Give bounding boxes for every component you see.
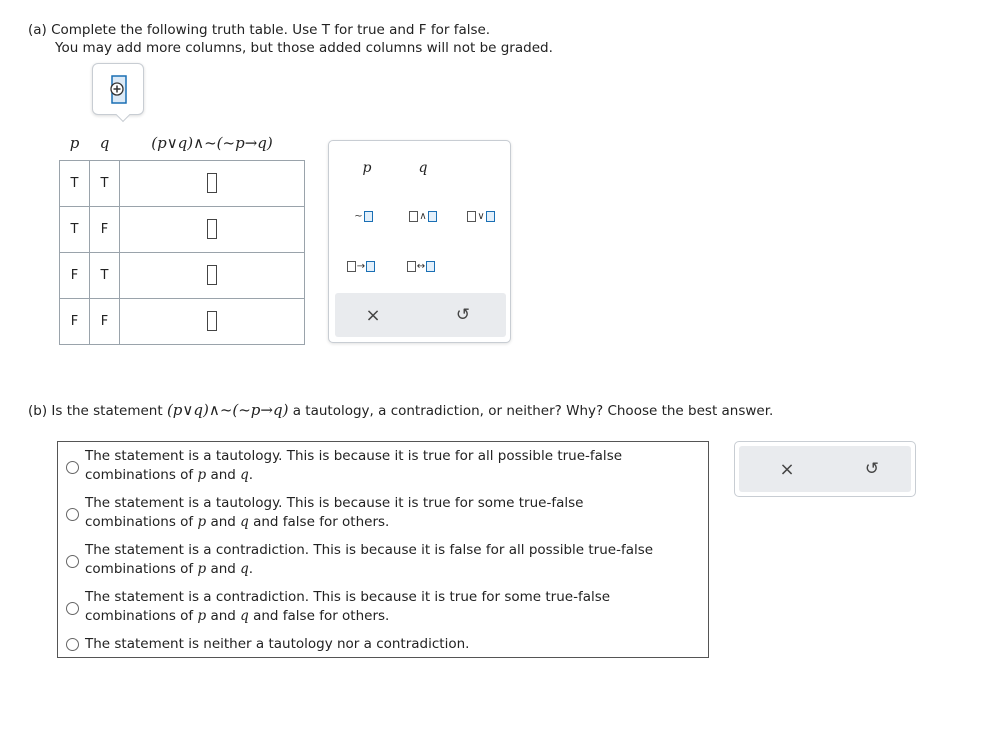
choice-fragment: combinations of xyxy=(85,467,194,483)
choice-text xyxy=(85,588,610,626)
header-q: q xyxy=(99,134,110,153)
implies-symbol: → xyxy=(356,260,366,272)
choice-fragment: combinations of xyxy=(85,561,194,577)
table-row xyxy=(60,298,305,344)
palette-footer xyxy=(335,293,506,337)
answer-cell[interactable] xyxy=(120,252,305,298)
choice-text xyxy=(85,635,469,654)
placeholder-box-icon xyxy=(366,261,375,272)
symbol-palette xyxy=(328,140,511,343)
choice-line xyxy=(85,466,622,485)
answer-cell[interactable] xyxy=(120,160,305,206)
close-icon: × xyxy=(779,458,795,480)
cell-p: F xyxy=(60,298,90,344)
or-symbol: ∨ xyxy=(477,210,485,222)
choice-fragment: . xyxy=(248,467,254,483)
cell-p: T xyxy=(60,206,90,252)
placeholder-box-icon xyxy=(467,211,476,222)
choice-fragment: and false for others. xyxy=(253,608,390,624)
choice-line xyxy=(85,607,610,626)
undo-icon: ↺ xyxy=(455,305,471,325)
cell-p: F xyxy=(60,252,90,298)
choice-line: The statement is a tautology. This is because it is true for all possible true-false xyxy=(85,448,623,464)
choice-line xyxy=(85,513,583,532)
answer-choices xyxy=(57,441,709,658)
part-b-question xyxy=(28,401,773,419)
var-q: q xyxy=(240,608,249,624)
placeholder-box-icon xyxy=(428,211,437,222)
placeholder-box-icon xyxy=(407,261,416,272)
and-button[interactable] xyxy=(401,205,445,227)
part-b-expression: (p∨q)∧~(~p→q) xyxy=(166,401,289,419)
header-p: p xyxy=(69,134,80,153)
radio-button[interactable] xyxy=(66,508,79,521)
toolbox-footer xyxy=(739,446,911,492)
var-q: q xyxy=(240,467,249,483)
var-q: q xyxy=(240,561,249,577)
answer-input[interactable] xyxy=(207,311,217,331)
choice-line: The statement is a contradiction. This is because it is false for all possible true-false xyxy=(85,542,654,558)
answer-input[interactable] xyxy=(207,219,217,239)
undo-icon: ↺ xyxy=(864,459,880,479)
clear-button[interactable] xyxy=(775,457,799,481)
var-p: p xyxy=(197,561,207,577)
add-column-button[interactable] xyxy=(92,63,144,115)
reset-button[interactable] xyxy=(451,303,475,327)
clear-button[interactable] xyxy=(361,303,385,327)
answer-cell[interactable] xyxy=(120,206,305,252)
var-p: p xyxy=(197,514,207,530)
add-column-icon xyxy=(93,64,145,116)
cell-q: T xyxy=(90,252,120,298)
choice-line: The statement is a contradiction. This is because it is true for some true-false xyxy=(85,589,611,605)
answer-input[interactable] xyxy=(207,173,217,193)
answer-cell[interactable] xyxy=(120,298,305,344)
implies-button[interactable] xyxy=(339,255,383,277)
cell-q: F xyxy=(90,206,120,252)
part-b-suffix: a tautology, a contradiction, or neither? Why? Choose the best answer. xyxy=(292,403,774,419)
table-row xyxy=(60,206,305,252)
choice-fragment: and false for others. xyxy=(253,514,390,530)
reset-button[interactable] xyxy=(860,457,884,481)
choice-fragment: and xyxy=(210,467,236,483)
choice-text xyxy=(85,447,622,485)
table-row xyxy=(60,252,305,298)
var-p: p xyxy=(197,467,207,483)
placeholder-box-icon xyxy=(409,211,418,222)
placeholder-box-icon xyxy=(364,211,373,222)
choice-line: The statement is a tautology. This is because it is true for some true-false xyxy=(85,495,584,511)
placeholder-box-icon xyxy=(426,261,435,272)
header-expression: (p∨q)∧~(~p→q) xyxy=(151,134,273,153)
choice-line xyxy=(85,560,653,579)
choice-line: The statement is neither a tautology nor a contradiction. xyxy=(85,636,470,652)
part-a-instruction: (a) Complete the following truth table. Use T for true and F for false. xyxy=(28,22,491,38)
truth-table xyxy=(59,127,305,345)
or-button[interactable] xyxy=(459,205,503,227)
part-b-prefix: (b) Is the statement xyxy=(28,403,163,419)
cell-q: F xyxy=(90,298,120,344)
choice-fragment: . xyxy=(248,561,254,577)
placeholder-box-icon xyxy=(347,261,356,272)
radio-button[interactable] xyxy=(66,602,79,615)
choice-text xyxy=(85,494,583,532)
choice-fragment: combinations of xyxy=(85,608,194,624)
answer-toolbox xyxy=(734,441,916,497)
not-symbol: ~ xyxy=(354,210,363,222)
choice-fragment: combinations of xyxy=(85,514,194,530)
var-p: p xyxy=(197,608,207,624)
part-a-note: You may add more columns, but those added columns will not be graded. xyxy=(55,40,553,56)
close-icon: × xyxy=(365,304,381,326)
cell-q: T xyxy=(90,160,120,206)
iff-button[interactable] xyxy=(399,255,443,277)
answer-input[interactable] xyxy=(207,265,217,285)
cell-p: T xyxy=(60,160,90,206)
iff-symbol: ↔ xyxy=(416,260,426,272)
var-q: q xyxy=(240,514,249,530)
choice-fragment: and xyxy=(210,561,236,577)
not-button[interactable] xyxy=(343,205,383,227)
table-row xyxy=(60,160,305,206)
choice-fragment: and xyxy=(210,514,236,530)
radio-button[interactable] xyxy=(66,461,79,474)
choice-fragment: and xyxy=(210,608,236,624)
insert-p-button[interactable]: p xyxy=(362,160,372,176)
radio-button[interactable] xyxy=(66,638,79,651)
radio-button[interactable] xyxy=(66,555,79,568)
insert-q-button[interactable]: q xyxy=(418,160,428,176)
and-symbol: ∧ xyxy=(419,210,427,222)
placeholder-box-icon xyxy=(486,211,495,222)
choice-text xyxy=(85,541,653,579)
